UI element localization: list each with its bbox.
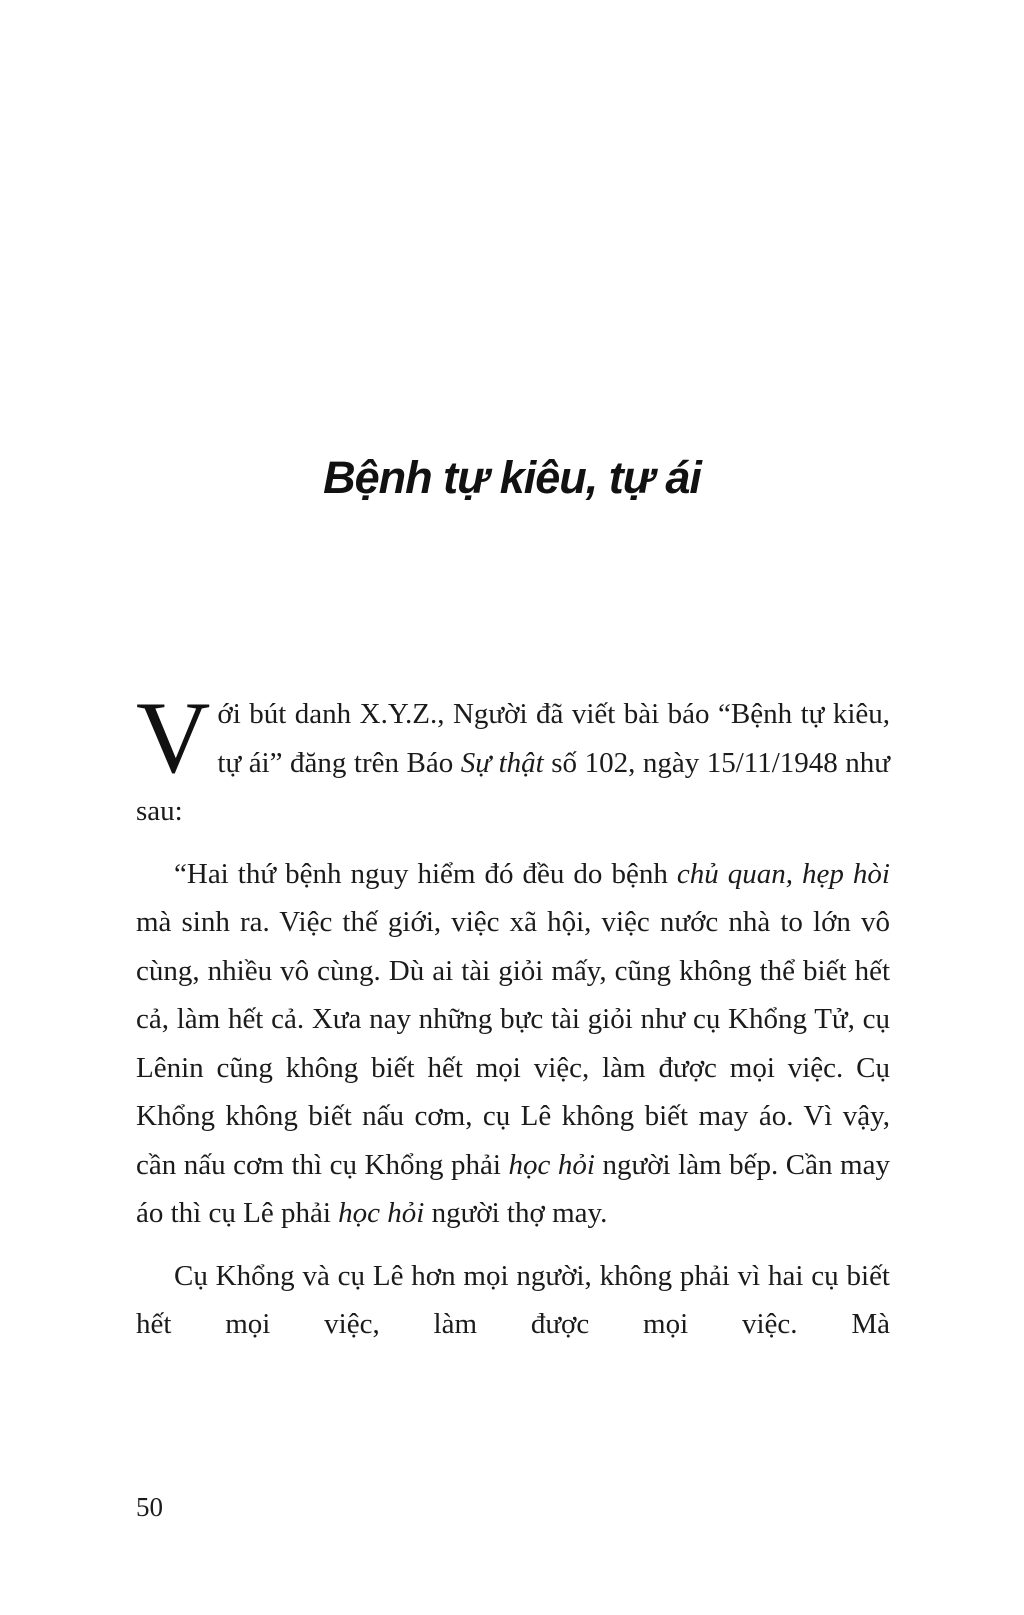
paragraph-intro-text: ới bút danh X.Y.Z., Người đã viết bài báo “Bệnh tự kiêu, tự ái” đăng trên Báo Sự thật số 102, ngày 15/11/1948 như sau: — [136, 698, 891, 827]
paragraph-quote: “Hai thứ bệnh nguy hiểm đó đều do bệnh chủ quan, hẹp hòi mà sinh ra. Việc thế giới, việc xã hội, việc nước nhà to lớn vô cùng, nhiều vô cùng. Dù ai tài giỏi mấy, cũng không thể biết hết cả, làm hết cả. Xưa nay những bực tài giỏi như cụ Khổng Tử, cụ Lênin cũng không biết hết mọi việc, làm được mọi việc. Cụ Khổng không biết nấu cơm, cụ Lê không biết may áo. Vì vậy, cần nấu cơm thì cụ Khổng phải học hỏi người làm bếp. Cần may áo thì cụ Lê phải học hỏi người thợ may. — [136, 857, 890, 1229]
paragraph-continuation: Cụ Khổng và cụ Lê hơn mọi người, không phải vì hai cụ biết hết mọi việc, làm được mọi việc. Mà — [136, 1259, 890, 1340]
chapter-title: Bệnh tự kiêu, tự ái — [323, 452, 701, 503]
paragraph-intro — [136, 681, 891, 836]
body-text — [136, 681, 891, 1363]
page-number: 50 — [136, 1492, 163, 1522]
dropcap-initial: V — [136, 681, 211, 795]
